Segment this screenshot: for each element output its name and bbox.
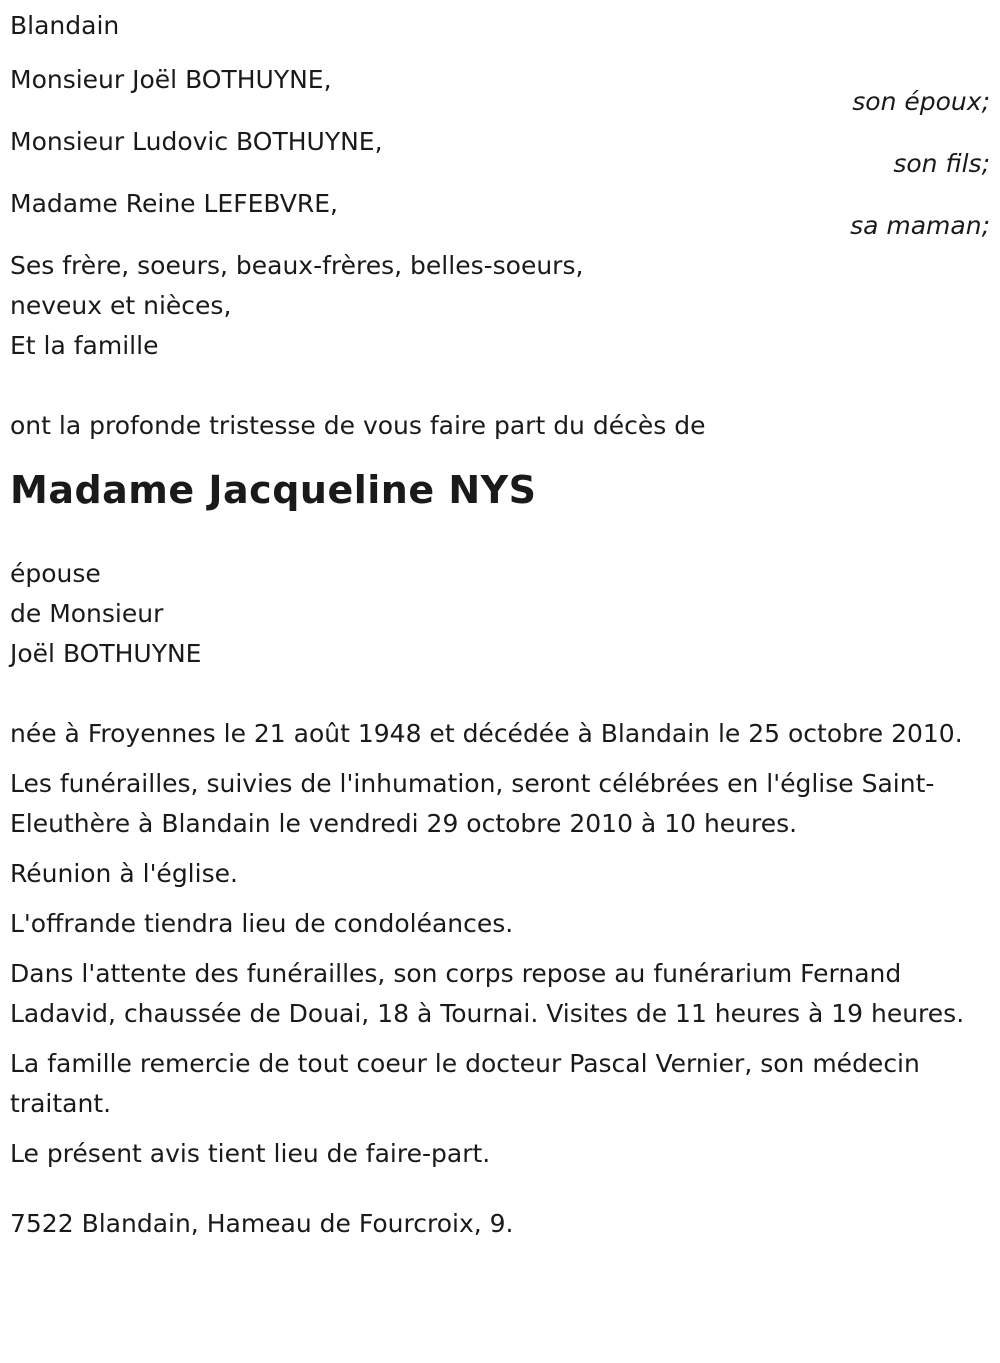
relative-entry <box>10 184 990 244</box>
relative-name: Monsieur Joël BOTHUYNE, <box>10 65 332 94</box>
spouse-info <box>10 554 990 674</box>
relative-entry <box>10 122 990 182</box>
thanks-paragraph: La famille remercie de tout coeur le docteur Pascal Vernier, son médecin traitant. <box>10 1049 920 1118</box>
spouse-line: Joël BOTHUYNE <box>10 639 202 668</box>
announcement-text: ont la profonde tristesse de vous faire part du décès de <box>10 411 706 440</box>
funeral-paragraph: Les funérailles, suivies de l'inhumation, seront célébrées en l'église Saint-Eleuthère à Blandain le vendredi 29 octobre 2010 à 10 heures. <box>10 769 935 838</box>
town-heading: Blandain <box>10 11 120 40</box>
relative-role: son fils; <box>893 149 990 178</box>
relative-name: Madame Reine LEFEBVRE, <box>10 189 339 218</box>
deceased-name: Madame Jacqueline NYS <box>10 468 537 512</box>
offering-paragraph: L'offrande tiendra lieu de condoléances. <box>10 909 514 938</box>
other-relatives-line: neveux et nièces, <box>10 291 232 320</box>
address-line: 7522 Blandain, Hameau de Fourcroix, 9. <box>10 1209 514 1238</box>
details <box>10 714 990 1174</box>
relative-role: sa maman; <box>850 211 990 240</box>
spouse-line: de Monsieur <box>10 599 164 628</box>
other-relatives-line: Ses frère, soeurs, beaux-frères, belles-soeurs, <box>10 251 584 280</box>
relative-name: Monsieur Ludovic BOTHUYNE, <box>10 127 383 156</box>
spouse-line: épouse <box>10 559 101 588</box>
meeting-paragraph: Réunion à l'église. <box>10 859 238 888</box>
relative-entry <box>10 60 990 120</box>
other-relatives-line: Et la famille <box>10 331 159 360</box>
obituary-notice <box>10 0 990 1244</box>
relative-role: son époux; <box>852 87 990 116</box>
birth-death-paragraph: née à Froyennes le 21 août 1948 et décédée à Blandain le 25 octobre 2010. <box>10 719 963 748</box>
funerarium-paragraph: Dans l'attente des funérailles, son corps repose au funérarium Fernand Ladavid, chaussée de Douai, 18 à Tournai. Visites de 11 heures à 19 heures. <box>10 959 965 1028</box>
notice-paragraph: Le présent avis tient lieu de faire-part. <box>10 1139 491 1168</box>
other-relatives <box>10 246 990 366</box>
